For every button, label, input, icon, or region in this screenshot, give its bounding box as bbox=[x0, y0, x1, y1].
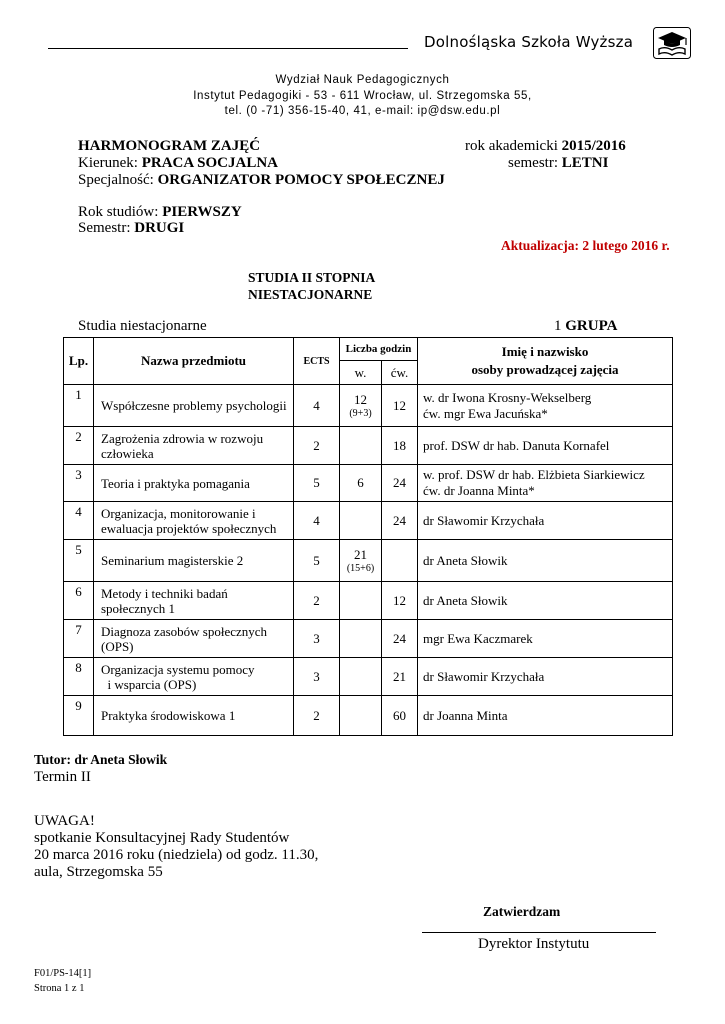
row-ects: 2 bbox=[294, 427, 340, 465]
update-note: Aktualizacja: 2 lutego 2016 r. bbox=[501, 238, 670, 253]
row-exercise-hours bbox=[382, 540, 418, 582]
lecture-hours-breakdown: (9+3) bbox=[349, 407, 372, 419]
faculty-line: Wydział Nauk Pedagogicznych bbox=[275, 74, 450, 86]
table-row bbox=[64, 540, 673, 582]
table-row bbox=[64, 582, 673, 620]
row-lecture-hours bbox=[340, 696, 382, 736]
semester-type-value: LETNI bbox=[561, 155, 609, 171]
row-ects: 3 bbox=[294, 658, 340, 696]
row-lecture-hours bbox=[340, 582, 382, 620]
teacher-line-1: dr Aneta Słowik bbox=[423, 592, 508, 608]
row-lp: 4 bbox=[64, 502, 94, 540]
row-subject: Współczesne problemy psychologii bbox=[94, 385, 294, 427]
academic-year bbox=[465, 138, 626, 155]
row-lecture-hours bbox=[340, 465, 382, 502]
field-label: Kierunek: bbox=[78, 155, 138, 171]
row-ects: 3 bbox=[294, 620, 340, 658]
approval-label: Zatwierdzam bbox=[483, 904, 561, 919]
field-of-study bbox=[78, 155, 278, 172]
teacher-line-1: dr Sławomir Krzychała bbox=[423, 512, 545, 528]
row-lp: 5 bbox=[64, 540, 94, 582]
row-subject: Diagnoza zasobów społecznych (OPS) bbox=[94, 620, 294, 658]
teacher-line-1: dr Aneta Słowik bbox=[423, 552, 508, 568]
field-value: PRACA SOCJALNA bbox=[141, 155, 278, 171]
row-subject: Zagrożenia zdrowia w rozwoju człowieka bbox=[94, 427, 294, 465]
teacher-line-1: mgr Ewa Kaczmarek bbox=[423, 630, 533, 646]
row-exercise-hours: 24 bbox=[382, 502, 418, 540]
row-lecture-hours bbox=[340, 427, 382, 465]
schedule-table bbox=[63, 337, 673, 736]
notice-line-2: 20 marca 2016 roku (niedziela) od godz. 11.30, bbox=[34, 847, 319, 863]
header-ects: ECTS bbox=[294, 338, 340, 385]
table-row bbox=[64, 658, 673, 696]
table-row bbox=[64, 502, 673, 540]
table-row bbox=[64, 427, 673, 465]
signer-title: Dyrektor Instytutu bbox=[478, 936, 590, 952]
group-label: GRUPA bbox=[565, 318, 618, 334]
table-body bbox=[64, 385, 673, 736]
teacher-line-1: w. dr Iwona Krosny-Wekselberg bbox=[423, 389, 592, 405]
row-ects: 5 bbox=[294, 465, 340, 502]
row-ects: 4 bbox=[294, 502, 340, 540]
graduation-cap-book-icon bbox=[653, 27, 691, 59]
teacher-line-2: ćw. dr Joanna Minta* bbox=[423, 483, 535, 498]
semester-value: DRUGI bbox=[134, 220, 185, 236]
teacher-line-1: dr Joanna Minta bbox=[423, 707, 508, 723]
row-exercise-hours: 12 bbox=[382, 582, 418, 620]
header-exercise: ćw. bbox=[382, 361, 418, 385]
row-ects: 5 bbox=[294, 540, 340, 582]
row-teacher bbox=[418, 696, 673, 736]
semester-type bbox=[508, 155, 608, 172]
header-lecture: w. bbox=[340, 361, 382, 385]
study-mode: NIESTACJONARNE bbox=[248, 287, 373, 302]
row-lp: 6 bbox=[64, 582, 94, 620]
row-ects: 2 bbox=[294, 582, 340, 620]
page-title: HARMONOGRAM ZAJĘĆ bbox=[78, 138, 261, 154]
specialization-value: ORGANIZATOR POMOCY SPOŁECZNEJ bbox=[157, 172, 445, 188]
row-lecture-hours bbox=[340, 502, 382, 540]
row-subject: Seminarium magisterskie 2 bbox=[94, 540, 294, 582]
year-of-study-value: PIERWSZY bbox=[162, 204, 242, 220]
academic-year-label: rok akademicki bbox=[465, 138, 558, 154]
row-lp: 8 bbox=[64, 658, 94, 696]
page-number: Strona 1 z 1 bbox=[34, 983, 85, 994]
row-lp: 9 bbox=[64, 696, 94, 736]
row-teacher bbox=[418, 658, 673, 696]
study-level: STUDIA II STOPNIA bbox=[248, 270, 376, 285]
semester-label: Semestr: bbox=[78, 220, 131, 236]
year-of-study-label: Rok studiów: bbox=[78, 204, 159, 220]
notice-line-3: aula, Strzegomska 55 bbox=[34, 864, 163, 880]
notice-line-1: spotkanie Konsultacyjnej Rady Studentów bbox=[34, 830, 290, 846]
row-subject: Organizacja systemu pomocy i wsparcia (OPS) bbox=[94, 658, 294, 696]
year-of-study bbox=[78, 204, 242, 221]
row-teacher bbox=[418, 582, 673, 620]
header-teacher-line2: osoby prowadzącej zajęcia bbox=[471, 362, 619, 377]
lecture-hours-value: 6 bbox=[357, 475, 364, 490]
row-subject: Organizacja, monitorowanie i ewaluacja projektów społecznych bbox=[94, 502, 294, 540]
row-subject: Praktyka środowiskowa 1 bbox=[94, 696, 294, 736]
term: Termin II bbox=[34, 769, 91, 785]
header-lp: Lp. bbox=[64, 338, 94, 385]
institution-name: Dolnośląska Szkoła Wyższa bbox=[424, 33, 634, 51]
notice-heading: UWAGA! bbox=[34, 813, 95, 829]
semester-type-label: semestr: bbox=[508, 155, 558, 171]
row-lp: 3 bbox=[64, 465, 94, 502]
row-teacher bbox=[418, 502, 673, 540]
lecture-hours-value: 21 bbox=[354, 546, 367, 562]
row-exercise-hours: 12 bbox=[382, 385, 418, 427]
table-row bbox=[64, 620, 673, 658]
header-subject: Nazwa przedmiotu bbox=[94, 338, 294, 385]
row-exercise-hours: 21 bbox=[382, 658, 418, 696]
lecture-hours-breakdown: (15+6) bbox=[346, 562, 375, 574]
tutor: Tutor: dr Aneta Słowik bbox=[34, 752, 168, 767]
row-subject: Teoria i praktyka pomagania bbox=[94, 465, 294, 502]
header-rule bbox=[48, 48, 408, 49]
row-teacher bbox=[418, 540, 673, 582]
contact-line: tel. (0 -71) 356-15-40, 41, e-mail: ip@dsw.edu.pl bbox=[224, 105, 501, 117]
semester bbox=[78, 220, 184, 237]
row-exercise-hours: 18 bbox=[382, 427, 418, 465]
academic-year-value: 2015/2016 bbox=[561, 138, 626, 154]
row-ects: 4 bbox=[294, 385, 340, 427]
row-lecture-hours bbox=[340, 620, 382, 658]
specialization bbox=[78, 172, 445, 189]
row-exercise-hours: 60 bbox=[382, 696, 418, 736]
teacher-line-2: ćw. mgr Ewa Jacuńska* bbox=[423, 405, 548, 421]
table-row bbox=[64, 465, 673, 502]
row-lp: 7 bbox=[64, 620, 94, 658]
teacher-line-1: w. prof. DSW dr hab. Elżbieta Siarkiewicz bbox=[423, 467, 645, 482]
teacher-line-1: prof. DSW dr hab. Danuta Kornafel bbox=[423, 437, 610, 453]
row-lecture-hours bbox=[340, 658, 382, 696]
row-lp: 2 bbox=[64, 427, 94, 465]
table-row bbox=[64, 385, 673, 427]
study-type: Studia niestacjonarne bbox=[78, 318, 207, 334]
specialization-label: Specjalność: bbox=[78, 172, 154, 188]
header-teacher bbox=[418, 338, 673, 385]
row-exercise-hours: 24 bbox=[382, 620, 418, 658]
header-teacher-line1: Imię i nazwisko bbox=[501, 344, 589, 359]
header-hours: Liczba godzin bbox=[340, 338, 418, 361]
row-subject: Metody i techniki badań społecznych 1 bbox=[94, 582, 294, 620]
row-teacher bbox=[418, 385, 673, 427]
row-lecture-hours bbox=[340, 385, 382, 427]
signature-line bbox=[422, 932, 656, 933]
institute-line: Instytut Pedagogiki - 53 - 611 Wrocław, ul. Strzegomska 55, bbox=[193, 90, 532, 102]
group bbox=[554, 318, 617, 335]
row-exercise-hours: 24 bbox=[382, 465, 418, 502]
row-lecture-hours bbox=[340, 540, 382, 582]
table-header-row bbox=[64, 338, 673, 361]
row-ects: 2 bbox=[294, 696, 340, 736]
group-number: 1 bbox=[554, 318, 562, 334]
row-teacher bbox=[418, 620, 673, 658]
document-code: F01/PS-14[1] bbox=[34, 968, 92, 979]
table-row bbox=[64, 696, 673, 736]
lecture-hours-value: 12 bbox=[354, 391, 367, 407]
row-teacher bbox=[418, 427, 673, 465]
row-lp: 1 bbox=[64, 385, 94, 427]
teacher-line-1: dr Sławomir Krzychała bbox=[423, 668, 545, 684]
row-teacher bbox=[418, 465, 673, 502]
